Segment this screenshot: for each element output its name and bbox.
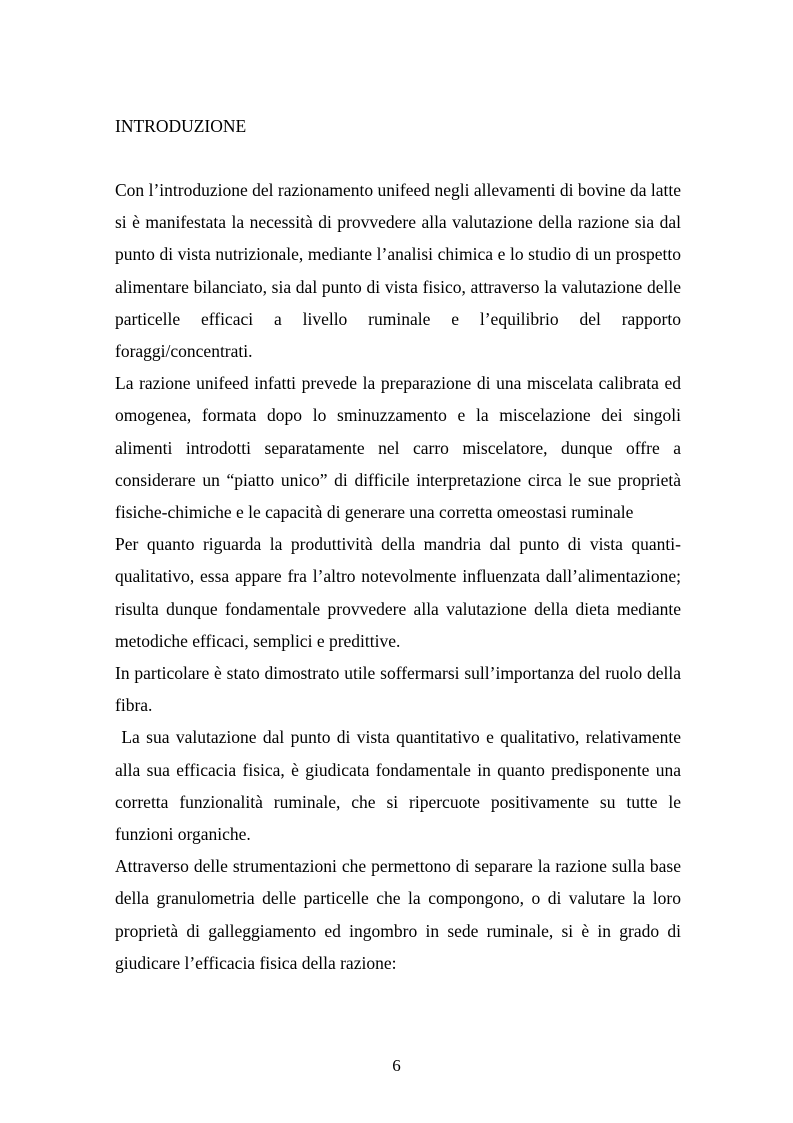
body-text (115, 174, 686, 979)
paragraph: La razione unifeed infatti prevede la preparazione di una miscelata calibrata ed omogenea, formata dopo lo sminuzzamento e la miscelazione dei singoli alimenti introdotti separatamente nel carro miscelatore, dunque offre a considerare un “piatto unico” di difficile interpretazione circa le sue proprietà fisiche-chimiche e le capacità di generare una corretta omeostasi ruminale (115, 373, 681, 523)
paragraph: La sua valutazione dal punto di vista quantitativo e qualitativo, relativamente alla sua efficacia fisica, è giudicata fondamentale in quanto predisponente una corretta funzionalità ruminale, che si ripercuote positivamente su tutte le funzioni organiche. (115, 727, 686, 845)
paragraph: Attraverso delle strumentazioni che permettono di separare la razione sulla base della granulometria delle particelle che la compongono, o di valutare la loro proprietà di galleggiamento ed ingombro in sede ruminale, si è in grado di giudicare l’efficacia fisica della razione: (115, 856, 681, 973)
page-number: 6 (392, 1056, 401, 1075)
paragraph: Per quanto riguarda la produttività della mandria dal punto di vista quanti-qualitativo, essa appare fra l’altro notevolmente influenzata dall’alimentazione; risulta dunque fondamentale provvedere alla valutazione della dieta mediante metodiche efficaci, semplici e predittive. (115, 534, 681, 651)
section-heading: INTRODUZIONE (115, 116, 247, 136)
paragraph: In particolare è stato dimostrato utile soffermarsi sull’importanza del ruolo della fibra. (115, 663, 681, 716)
paragraph: Con l’introduzione del razionamento unifeed negli allevamenti di bovine da latte si è manifestata la necessità di provvedere alla valutazione della razione sia dal punto di vista nutrizionale, mediante l’analisi chimica e lo studio di un prospetto alimentare bilanciato, sia dal punto di vista fisico, attraverso la valutazione delle particelle efficaci a livello ruminale e l’equilibrio del rapporto foraggi/concentrati. (115, 180, 681, 362)
